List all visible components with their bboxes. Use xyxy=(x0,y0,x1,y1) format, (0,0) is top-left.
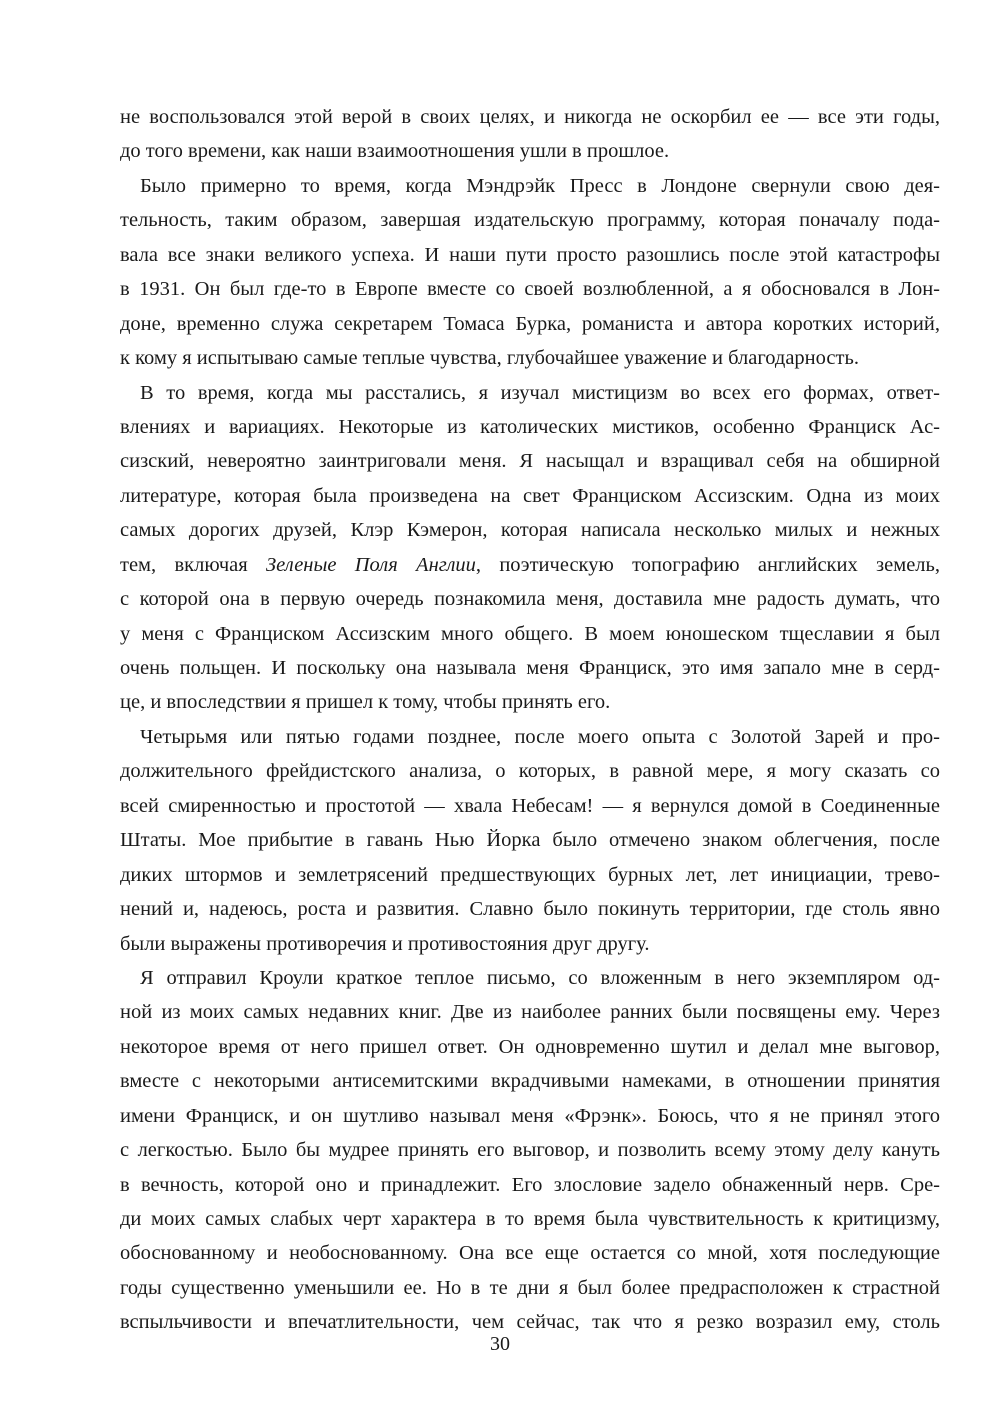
text-line: нений и, надеюсь, роста и развития. Славно было покинуть территории, где столь явно xyxy=(120,898,940,921)
text-line: доне, временно служа секретарем Томаса Бурка, романиста и автора коротких историй, xyxy=(120,312,940,335)
text-line: тельность, таким образом, завершая издательскую программу, которая поначалу пода- xyxy=(120,209,940,232)
text-line: вместе с некоторыми антисемитскими вкрадчивыми намеками, в отношении принятия xyxy=(120,1070,940,1093)
text-line: литературе, которая была произведена на свет Франциском Ассизским. Одна из моих xyxy=(120,484,940,507)
text-line: Было примерно то время, когда Мэндрэйк Пресс в Лондоне свернули свою дея- xyxy=(140,174,940,197)
text-line: сизский, невероятно заинтриговали меня. Я насыщал и взращивал себя на обширной xyxy=(120,450,940,473)
text-line: должительного фрейдистского анализа, о которых, в равной мере, я могу сказать со xyxy=(120,760,940,783)
text-line: с которой она в первую очередь познакомила меня, доставила мне радость думать, что xyxy=(120,588,940,611)
text-line: в 1931. Он был где-то в Европе вместе со своей возлюбленной, а я обосновался в Лон- xyxy=(120,278,940,301)
text-line: самых дорогих друзей, Клэр Кэмерон, которая написала несколько милых и нежных xyxy=(120,519,940,542)
text-line: всей смиренностью и простотой — хвала Небесам! — я вернулся домой в Соединенные xyxy=(120,794,940,817)
page-number: 30 xyxy=(490,1333,510,1355)
text-line: Штаты. Мое прибытие в гавань Нью Йорка было отмечено знаком облегчения, после xyxy=(120,829,940,852)
text-segment: , поэтическую топографию английских земель, xyxy=(475,553,941,576)
text-line: В то время, когда мы расстались, я изучал мистицизм во всех его формах, ответ- xyxy=(140,381,940,404)
text-line: ди моих самых слабых черт характера в то время была чувствительность к критицизму, xyxy=(120,1208,940,1230)
text-line: влениях и вариациях. Некоторые из католических мистиков, особенно Франциск Ас- xyxy=(120,415,940,438)
text-line: це, и впоследствии я пришел к тому, чтобы принять его. xyxy=(120,691,611,714)
text-line: до того времени, как наши взаимоотношения ушли в прошлое. xyxy=(120,140,670,163)
text-line: имени Франциск, и он шутливо называл меня «Фрэнк». Боюсь, что я не принял этого xyxy=(120,1104,940,1127)
text-line xyxy=(120,548,940,582)
text-line: годы существенно уменьшили ее. Но в те дни я был более предрасположен к страстной xyxy=(120,1276,940,1299)
text-line: Я отправил Кроули краткое теплое письмо, со вложенным в него экземпляром од- xyxy=(140,966,940,989)
text-line: ной из моих самых недавних книг. Две из наиболее ранних были посвящены ему. Через xyxy=(120,1001,940,1024)
text-line: очень польщен. И поскольку она называла меня Франциск, это имя запало мне в серд- xyxy=(120,657,940,679)
text-line: вала все знаки великого успеха. И наши пути просто разошлись после этой катастрофы xyxy=(120,243,940,266)
text-line: диких штормов и землетрясений предшествующих бурных лет, лет инициации, трево- xyxy=(120,863,940,886)
text-line: вспыльчивости и впечатлительности, чем сейчас, так что я резко возразил ему, столь xyxy=(120,1311,940,1334)
text-line: с легкостью. Было бы мудрее принять его выговор, и позволить всему этому делу кануть xyxy=(120,1139,940,1162)
text-line: были выражены противоречия и противостояния друг другу. xyxy=(120,932,650,955)
book-title-italic: Зеленые Поля Англии xyxy=(266,553,476,576)
text-segment: тем, включая xyxy=(120,553,266,576)
text-line: к кому я испытываю самые теплые чувства, глубочайшее уважение и благодарность. xyxy=(120,347,859,370)
text-line: обоснованному и необоснованному. Она все еще остается со мной, хотя последующие xyxy=(120,1242,940,1265)
page-body-text xyxy=(120,100,940,1340)
text-line: некоторое время от него пришел ответ. Он одновременно шутил и делал мне выговор, xyxy=(120,1035,940,1058)
text-line: Четырьмя или пятью годами позднее, после моего опыта с Золотой Зарей и про- xyxy=(140,725,940,748)
text-line: в вечность, которой оно и принадлежит. Его злословие задело обнаженный нерв. Сре- xyxy=(120,1173,940,1196)
text-line: у меня с Франциском Ассизским много общего. В моем юношеском тщеславии я был xyxy=(120,622,940,645)
text-line: не воспользовался этой верой в своих целях, и никогда не оскорбил ее — все эти годы, xyxy=(120,106,940,128)
